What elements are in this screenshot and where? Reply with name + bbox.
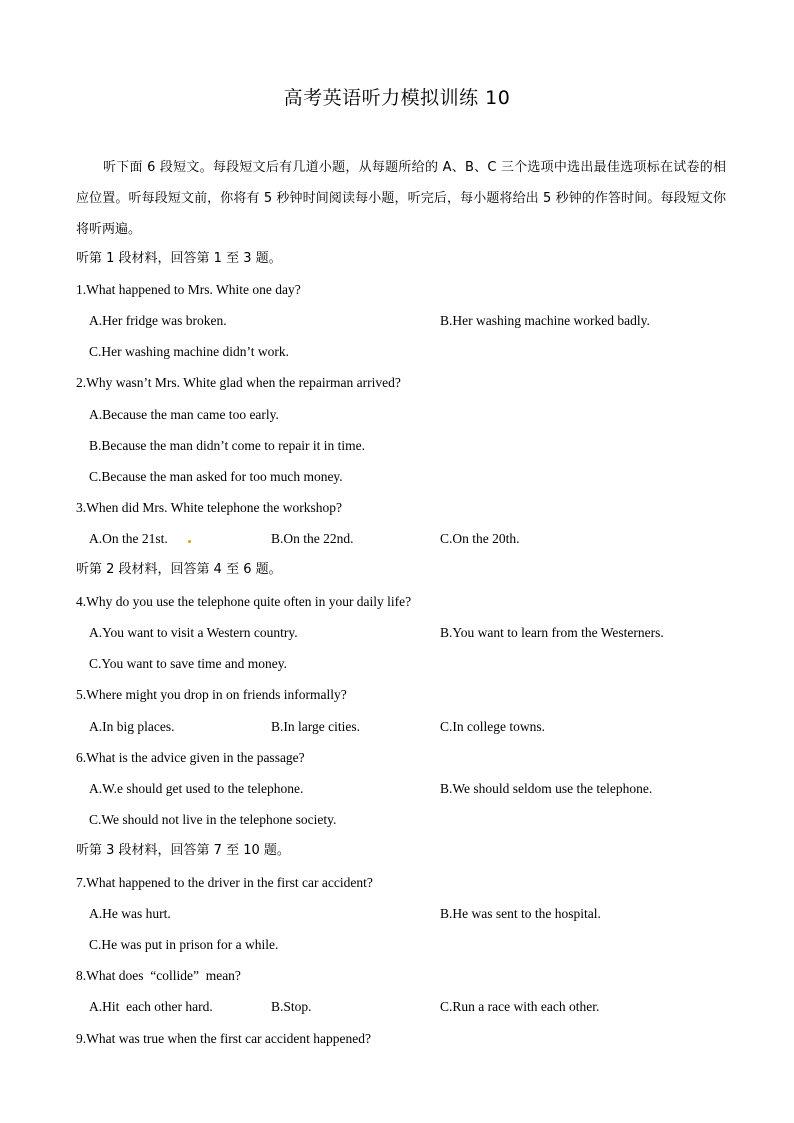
section-heading-1: 听第 1 段材料，回答第 1 至 3 题。 — [76, 251, 282, 266]
question-7: 7.What happened to the driver in the first car accident? — [76, 875, 373, 890]
question-1-option-b: B.Her washing machine worked badly. — [440, 313, 650, 328]
question-6: 6.What is the advice given in the passage? — [76, 750, 305, 765]
question-8-option-c: C.Run a race with each other. — [440, 999, 600, 1014]
section-heading-2: 听第 2 段材料，回答第 4 至 6 题。 — [76, 562, 282, 577]
question-6-option-c: C.We should not live in the telephone society. — [89, 812, 337, 827]
question-7-option-b: B.He was sent to the hospital. — [440, 906, 601, 921]
question-7-option-c: C.He was put in prison for a while. — [89, 937, 279, 952]
instructions-paragraph: 听下面 6 段短文。每段短文后有几道小题，从每题所给的 A、B、C 三个选项中选出最佳选项标在试卷的相应位置。听每段短文前，你将有 5 秒钟时间阅读每小题，听完后，每小题将给出 5 秒钟的作答时间。每段短文你将听两遍。 — [76, 160, 726, 237]
question-1: 1.What happened to Mrs. White one day? — [76, 282, 301, 297]
question-2-option-c: C.Because the man asked for too much money. — [89, 469, 343, 484]
question-1-option-a: A.Her fridge was broken. — [89, 313, 227, 328]
question-4: 4.Why do you use the telephone quite often in your daily life? — [76, 594, 412, 609]
question-6-option-a: A.W.e should get used to the telephone. — [89, 781, 304, 796]
question-3-option-a: A.On the 21st. — [89, 531, 168, 546]
question-2-option-b: B.Because the man didn’t come to repair it in time. — [89, 438, 366, 453]
question-2-option-a: A.Because the man came too early. — [89, 407, 279, 422]
question-4-option-b: B.You want to learn from the Westerners. — [440, 625, 664, 640]
question-8-option-b: B.Stop. — [271, 999, 312, 1014]
question-8: 8.What does “collide” mean? — [76, 968, 241, 983]
question-3-option-b: B.On the 22nd. — [271, 531, 354, 546]
question-5-option-b: B.In large cities. — [271, 719, 360, 734]
document-title: 高考英语听力模拟训练 10 — [283, 87, 511, 109]
question-5-option-c: C.In college towns. — [440, 719, 545, 734]
question-8-option-a: A.Hit each other hard. — [89, 999, 213, 1014]
question-5-option-a: A.In big places. — [89, 719, 175, 734]
question-7-option-a: A.He was hurt. — [89, 906, 171, 921]
question-2: 2.Why wasn’t Mrs. White glad when the repairman arrived? — [76, 375, 401, 390]
question-1-option-c: C.Her washing machine didn’t work. — [89, 344, 289, 359]
question-3-option-c: C.On the 20th. — [440, 531, 520, 546]
question-6-option-b: B.We should seldom use the telephone. — [440, 781, 653, 796]
question-5: 5.Where might you drop in on friends informally? — [76, 687, 347, 702]
question-9: 9.What was true when the first car accident happened? — [76, 1031, 371, 1046]
stray-mark — [188, 540, 191, 543]
question-3: 3.When did Mrs. White telephone the workshop? — [76, 500, 342, 515]
section-heading-3: 听第 3 段材料，回答第 7 至 10 题。 — [76, 843, 290, 858]
question-4-option-a: A.You want to visit a Western country. — [89, 625, 298, 640]
question-4-option-c: C.You want to save time and money. — [89, 656, 287, 671]
